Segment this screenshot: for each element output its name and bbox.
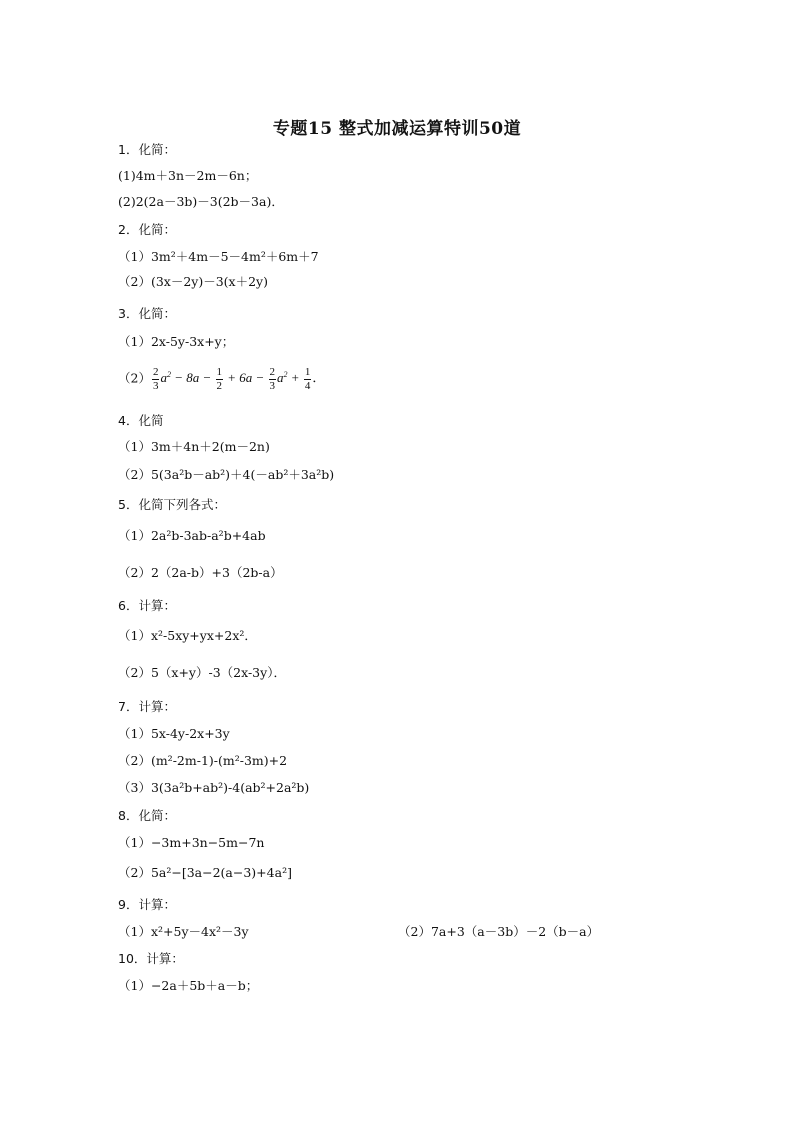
question-9-part-1: （1）x²+5y－4x²－3y <box>118 924 249 939</box>
question-6-part-1: （1）x²-5xy+yx+2x²． <box>118 628 257 643</box>
question-3-label: 3．化简： <box>118 306 176 321</box>
question-2-part-1: （1）3m²＋4m－5－4m²＋6m＋7 <box>118 249 319 264</box>
question-4-label: 4．化简 <box>118 413 164 428</box>
question-3-part-2-prefix: （2） <box>118 370 151 386</box>
question-3-part-2-expression: $\frac{2}{3}$ $a^2 - 8a$ − $\frac{1}{2}$ + 6a − $\frac{2}{3}$ $a^2$ + $\frac{1}{4}$ ． <box>152 366 326 392</box>
question-9-label: 9．计算： <box>118 897 176 912</box>
question-10-part-1: （1）−2a＋5b＋a－b； <box>118 978 259 993</box>
question-5-part-1: （1）2a²b-3ab-a²b+4ab <box>118 528 266 543</box>
question-6-label: 6．计算： <box>118 598 176 613</box>
question-10-label: 10．计算： <box>118 951 184 966</box>
page-title: 专题15 整式加减运算特训50道 <box>272 119 522 139</box>
question-4-part-2: （2）5(3a²b－ab²)＋4(－ab²＋3a²b) <box>118 467 335 482</box>
question-5-label: 5．化简下列各式： <box>118 497 226 512</box>
question-7-label: 7．计算： <box>118 699 176 714</box>
question-8-part-1: （1）−3m+3n−5m−7n <box>118 835 265 850</box>
question-6-part-2: （2）5（x+y）-3（2x-3y）． <box>118 665 286 680</box>
question-3-part-2 <box>118 366 325 393</box>
question-8-label: 8．化简： <box>118 808 176 823</box>
question-8-part-2: （2）5a²−[3a−2(a−3)+4a²] <box>118 865 292 880</box>
question-3-part-1: （1）2x-5y-3x+y； <box>118 334 235 349</box>
question-4-part-1: （1）3m＋4n＋2(m－2n) <box>118 439 270 454</box>
question-9-part-2: （2）7a+3（a－3b）－2（b－a） <box>398 924 600 939</box>
question-7-part-2: （2）(m²-2m-1)-(m²-3m)+2 <box>118 753 288 768</box>
question-2-part-2: （2）(3x－2y)－3(x＋2y) <box>118 274 268 289</box>
question-5-part-2: （2）2（2a-b）+3（2b-a） <box>118 565 283 580</box>
question-2-label: 2．化简： <box>118 222 176 237</box>
question-7-part-1: （1）5x-4y-2x+3y <box>118 726 230 741</box>
question-1-label: 1．化简： <box>118 142 176 157</box>
question-1-part-1: (1)4m＋3n－2m－6n； <box>118 168 258 183</box>
question-7-part-3: （3）3(3a²b+ab²)-4(ab²+2a²b) <box>118 780 310 795</box>
question-1-part-2: (2)2(2a－3b)－3(2b－3a)． <box>118 194 284 209</box>
